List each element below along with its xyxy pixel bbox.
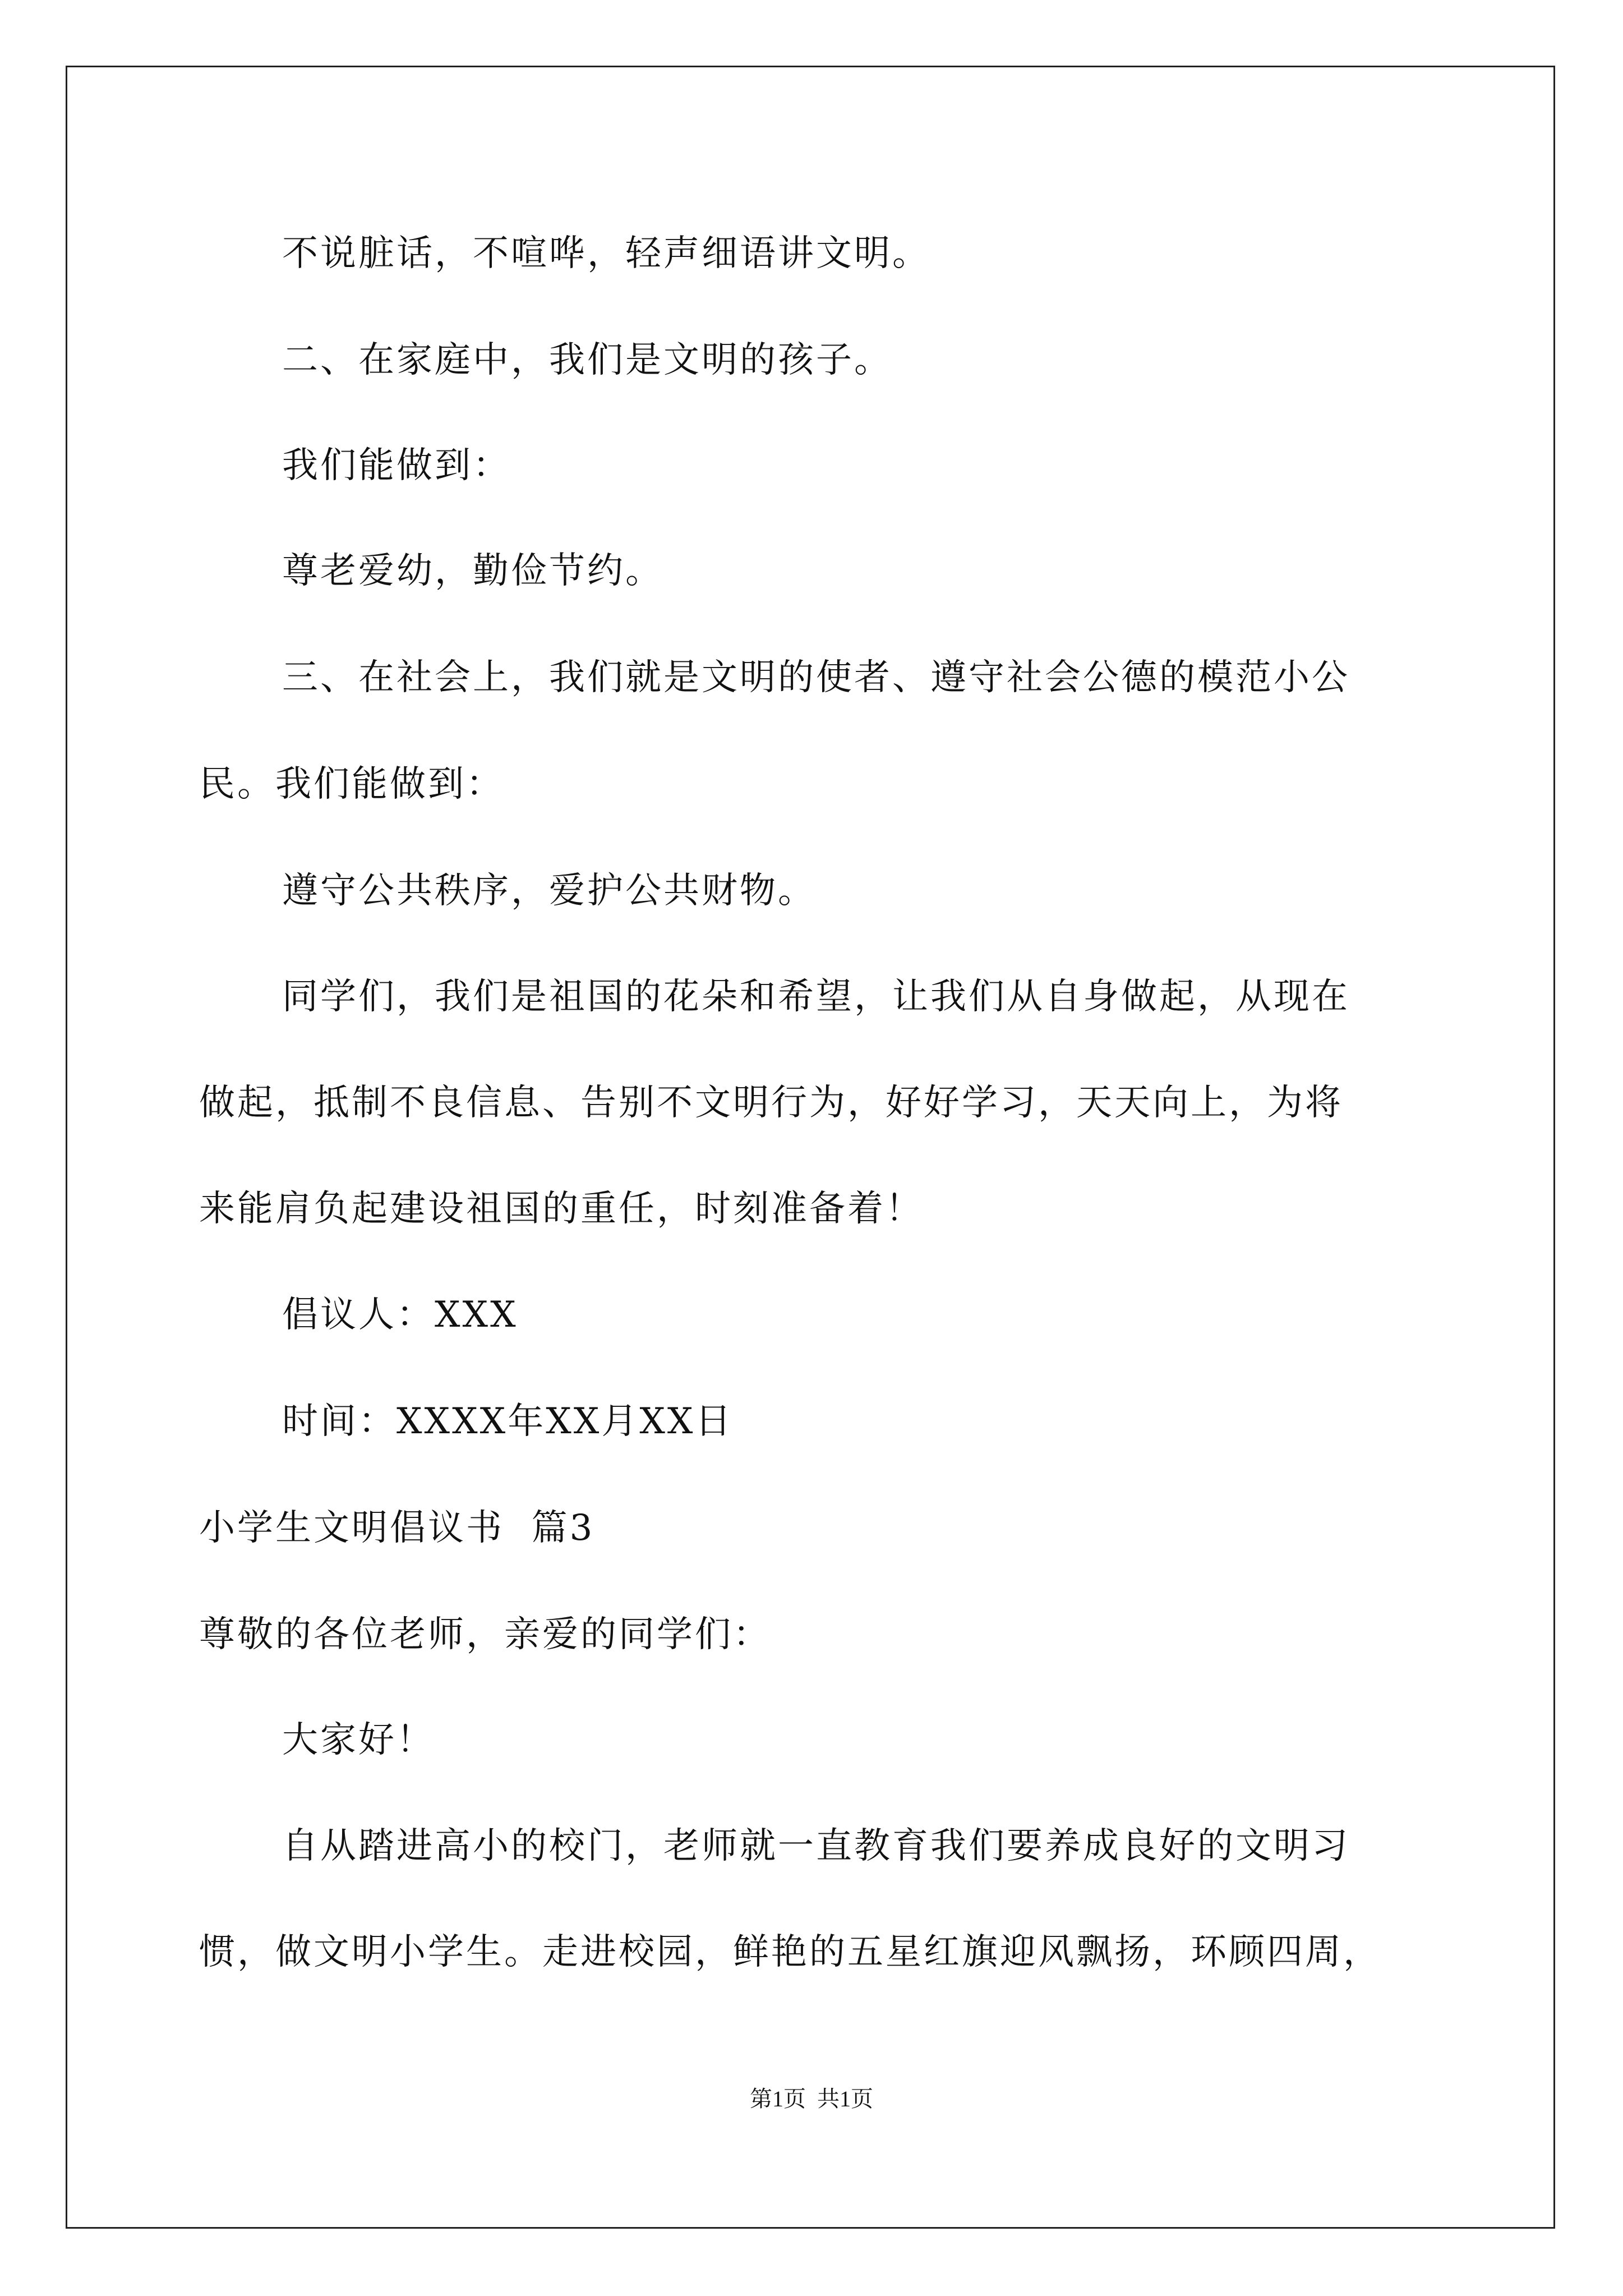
paragraph-line-6: 民。我们能做到： bbox=[199, 763, 504, 805]
paragraph-line-9: 做起，抵制不良信息、告别不文明行为，好好学习，天天向上，为将 bbox=[199, 1082, 1343, 1124]
paragraph-line-4: 尊老爱幼，勤俭节约。 bbox=[282, 550, 663, 592]
paragraph-line-2: 二、在家庭中，我们是文明的孩子。 bbox=[282, 339, 892, 381]
paragraph-line-3: 我们能做到： bbox=[282, 445, 511, 486]
date-line: 时间：XXXX年XX月XX日 bbox=[282, 1401, 734, 1442]
paragraph-line-16: 自从踏进高小的校门，老师就一直教育我们要养成良好的文明习 bbox=[282, 1825, 1350, 1867]
greeting-line: 大家好！ bbox=[282, 1719, 435, 1761]
section-heading: 小学生文明倡议书 篇3 bbox=[199, 1507, 595, 1549]
paragraph-line-1: 不说脏话，不喧哗，轻声细语讲文明。 bbox=[282, 233, 930, 274]
paragraph-line-17: 惯，做文明小学生。走进校园，鲜艳的五星红旗迎风飘扬，环顾四周， bbox=[199, 1931, 1381, 1973]
initiator-line: 倡议人：XXX bbox=[282, 1294, 518, 1336]
paragraph-line-8: 同学们，我们是祖国的花朵和希望，让我们从自身做起，从现在 bbox=[282, 976, 1350, 1018]
paragraph-line-5: 三、在社会上，我们就是文明的使者、遵守社会公德的模范小公 bbox=[282, 657, 1350, 698]
page-number-footer: 第1页 共1页 bbox=[750, 2086, 873, 2111]
salutation-line: 尊敬的各位老师，亲爱的同学们： bbox=[199, 1614, 771, 1655]
paragraph-line-7: 遵守公共秩序，爱护公共财物。 bbox=[282, 870, 816, 912]
paragraph-line-10: 来能肩负起建设祖国的重任，时刻准备着！ bbox=[199, 1188, 924, 1230]
page-border bbox=[66, 66, 1555, 2229]
